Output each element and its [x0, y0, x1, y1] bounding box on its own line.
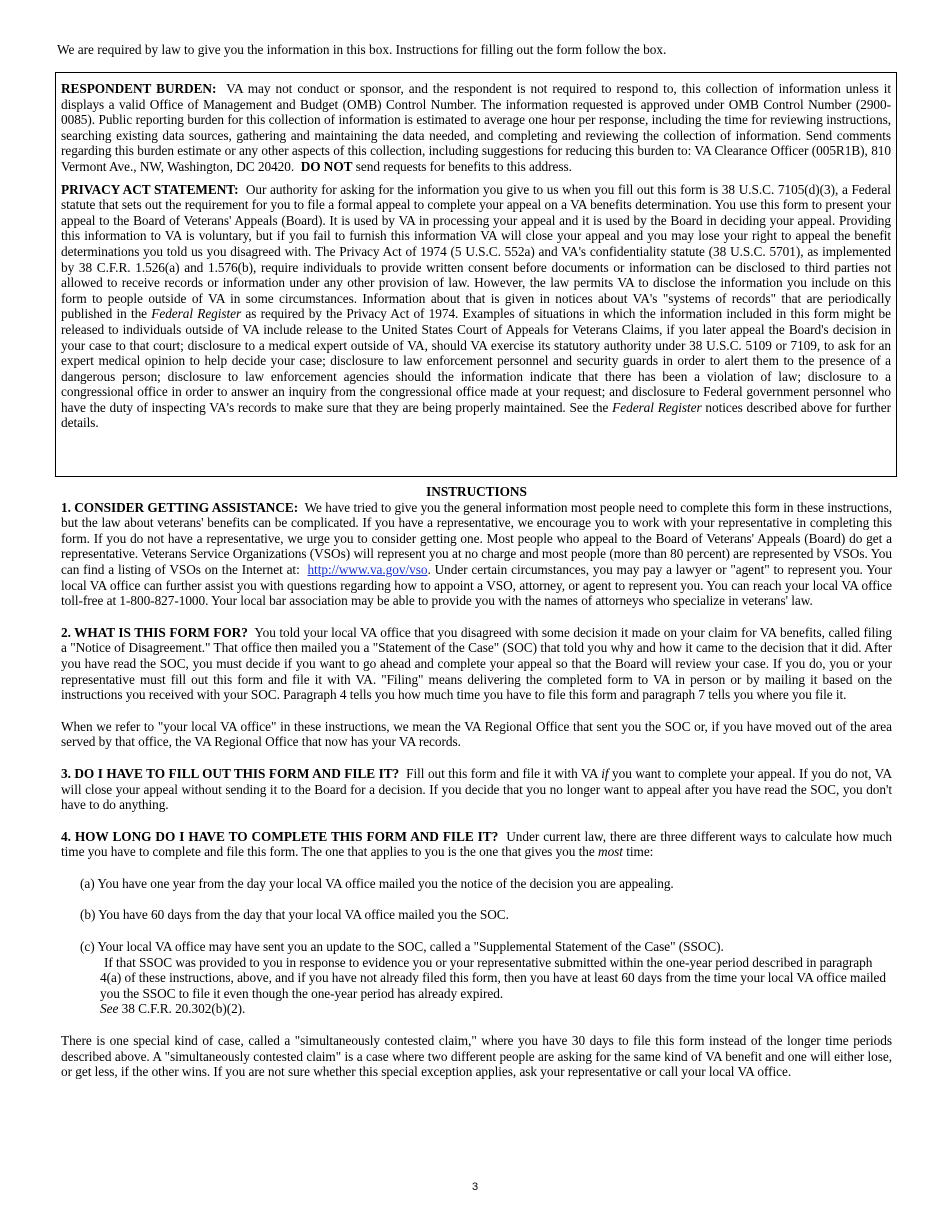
page-number: 3 — [471, 1181, 479, 1193]
privacy-act-text-1: Our authority for asking for the information you give to us when you fill out this form is 38 U.S.C. 7105(d)(3), a Federal statute that sets out the requirement for you to file a formal appeal to complete your appeal on a VA benefits determination. You use this form to present your appeal to the Board of Veterans' Appeals (Board). It is used by VA in processing your appeal and it is used by the Board in deciding your appeal. Providing this information to VA is voluntary, but if you fail to furnish this information VA will close your appeal and you may lose your right to appeal the benefit determinations you told us you disagreed with. The Privacy Act of 1974 (5 U.S.C. 552a) and VA's confidentiality statute (38 U.S.C. 5701), as implemented by 38 C.F.R. 1.526(a) and 1.576(b), require individuals to provide written consent before documents or information can be disclosed to third parties not allowed to receive records or information under any other provision of law. However, the law permits VA to disclose the information you include on this form to people outside of VA in some circumstances. Information about that is given in notices about VA's "systems of records" that are periodically published in the — [61, 181, 891, 322]
see-emphasis: See — [100, 1001, 119, 1017]
respondent-burden-text: VA may not conduct or sponsor, and the respondent is not required to respond to, this collection of information unless it displays a valid Office of Management and Budget (OMB) Control Number. The information requested is approved under OMB Control Number (2900-0085). Public reporting burden for this collection of information is estimated to average one hour per response, including the time for reviewing instructions, searching existing data sources, gathering and maintaining the data needed, and completing and reviewing the collection of information. Send comments regarding this burden estimate or any other aspects of this collection, including suggestions for reducing this burden to: VA Clearance Officer (005R1B), 810 Vermont Ave., NW, Washington, DC 20420. — [61, 81, 892, 174]
privacy-act-text-2: as required by the Privacy Act of 1974. Examples of situations in which the information included in this form might be released to individuals outside of VA include release to the United States Court of Appeals for Veterans Claims, if you later appeal the Board's decision in your case to that court; disclosure to a medical expert outside of VA, should VA exercise its statutory authority under 38 U.S.C. 5109 or 7109, to ask for an expert medical opinion to help decide your case; disclosure to law enforcement personnel and security guards in order to alert them to the presence of a dangerous person; disclosure to law enforcement agencies should the information indicate that there has been a violation of law; disclosure to a congressional office in order to answer an inquiry from the congressional office made at your request; and disclosure to Federal government personnel who have the duty of inspecting VA's records to make sure that they are being properly maintained. See the — [61, 306, 891, 415]
section-4-item-c-text: If that SSOC was provided to you in response to evidence you or your representative submitted within the one-year period described in paragraph 4(a) of these instructions, above, and if you have not already filed this form, then you have at least 60 days from the time your local VA office mailed you the SSOC to file it even though the one-year period has already expired. — [100, 954, 886, 1001]
section-3-paragraph — [61, 766, 892, 813]
section-2-heading: 2. WHAT IS THIS FORM FOR? — [61, 624, 248, 640]
intro-text: We are required by law to give you the information in this box. Instructions for filling out the form follow the box. — [57, 42, 667, 57]
section-1-text-1: We have tried to give you the general information most people need to complete this form in these instructions, but the law about veterans' benefits can be complicated. If you have a representative, we encourage you to work with your representative in completing this form. If you do not have a representative, we urge you to consider getting one. Most people who appeal to the Board of Veterans' Appeals (Board) do get a representative. Veterans Service Organizations (VSOs) will represent you at no charge and most people (more than 80 percent) are represented by VSOs. You can find a listing of VSOs on the Internet at: — [61, 499, 893, 577]
respondent-burden-heading: RESPONDENT BURDEN: — [61, 81, 217, 96]
section-1-heading: 1. CONSIDER GETTING ASSISTANCE: — [61, 499, 299, 515]
section-4-item-a: (a) You have one year from the day your local VA office mailed you the notice of the decision you are appealing. — [80, 875, 674, 891]
section-4-item-c-intro: (c) Your local VA office may have sent you an update to the SOC, called a "Supplemental Statement of the Case" (SSOC). — [80, 939, 724, 955]
section-4-text-2: time: — [626, 844, 654, 860]
section-2-paragraph — [61, 625, 892, 703]
section-4-item-c-citation: 38 C.F.R. 20.302(b)(2). — [121, 1001, 246, 1017]
section-1-text-2: . Under certain circumstances, you may pay a lawyer or "agent" to represent you. Your local VA office can further assist you with questions regarding how to appoint a VSO, attorney, or agent to represent you. You can reach your local VA office toll-free at 1-800-827-1000. Your local bar association may be able to provide you with the names of attorneys who specialize in veterans' law. — [61, 561, 892, 609]
privacy-act-text-3: notices described above for further details. — [61, 399, 891, 431]
section-3-text-2: you want to complete your appeal. If you do not, VA will close your appeal without sending it to the Board for a decision. If you decide that you no longer want to appeal after you have read the SOC, you don't have to do anything. — [61, 765, 892, 813]
notice-box — [55, 72, 897, 477]
federal-register-ref-1: Federal Register — [151, 306, 242, 322]
respondent-burden-tail: send requests for benefits to this address. — [355, 158, 572, 174]
vso-link[interactable]: http://www.va.gov/vso — [307, 561, 428, 577]
privacy-act-heading: PRIVACY ACT STATEMENT: — [61, 181, 239, 197]
section-2-text: You told your local VA office that you disagreed with some decision it made on your claim for VA benefits, called filing a "Notice of Disagreement." That office then mailed you a "Statement of the Case" (SOC) that told you why and how it came to the decision that it did. After you have read the SOC, you must decide if you want to go ahead and complete your appeal so that the Board will review your case. If you do, you or your representative must fill out this form and file it with VA. "Filing" means delivering the completed form to VA in person or by mailing it based on the instructions you received with your SOC. Paragraph 4 tells you how much time you have to file this form and paragraph 7 tells you where you file it. — [61, 624, 892, 703]
section-2-local-office-paragraph: When we refer to "your local VA office" in these instructions, we mean the VA Regional Office that sent you the SOC or, if you have moved out of the area served by that office, the VA Regional Office that now has your VA records. — [61, 718, 892, 750]
section-4-heading: 4. HOW LONG DO I HAVE TO COMPLETE THIS FORM AND FILE IT? — [61, 828, 499, 844]
privacy-act-paragraph — [61, 182, 891, 432]
federal-register-ref-2: Federal Register — [612, 399, 702, 415]
instructions-heading: INSTRUCTIONS — [426, 484, 527, 499]
section-1-paragraph — [61, 500, 892, 609]
if-emphasis: if — [601, 765, 609, 781]
section-4-item-b: (b) You have 60 days from the day that your local VA office mailed you the SOC. — [80, 907, 509, 923]
section-4-item-c — [61, 939, 892, 1017]
respondent-burden-paragraph — [61, 81, 891, 175]
section-4-item-c-body — [80, 955, 892, 1017]
do-not-emphasis: DO NOT — [300, 158, 353, 174]
simultaneously-contested-paragraph: There is one special kind of case, called a "simultaneously contested claim," where you have 30 days to file this form instead of the longer time periods described above. A "simultaneously contested claim" is a case where two different people are asking for the same kind of VA benefit and one will either lose, or get less, if the other wins. If you are not sure whether this special exception applies, ask your representative or call your local VA office. — [61, 1033, 892, 1080]
section-3-heading: 3. DO I HAVE TO FILL OUT THIS FORM AND FILE IT? — [61, 765, 400, 781]
instructions-section — [61, 484, 892, 1080]
section-4-text-1: Under current law, there are three different ways to calculate how much time you have to complete and file this form. The one that applies to you is the one that gives you the — [61, 828, 892, 860]
section-3-text-1: Fill out this form and file it with VA — [406, 765, 598, 781]
most-emphasis: most — [598, 844, 623, 860]
section-4-paragraph — [61, 829, 892, 860]
